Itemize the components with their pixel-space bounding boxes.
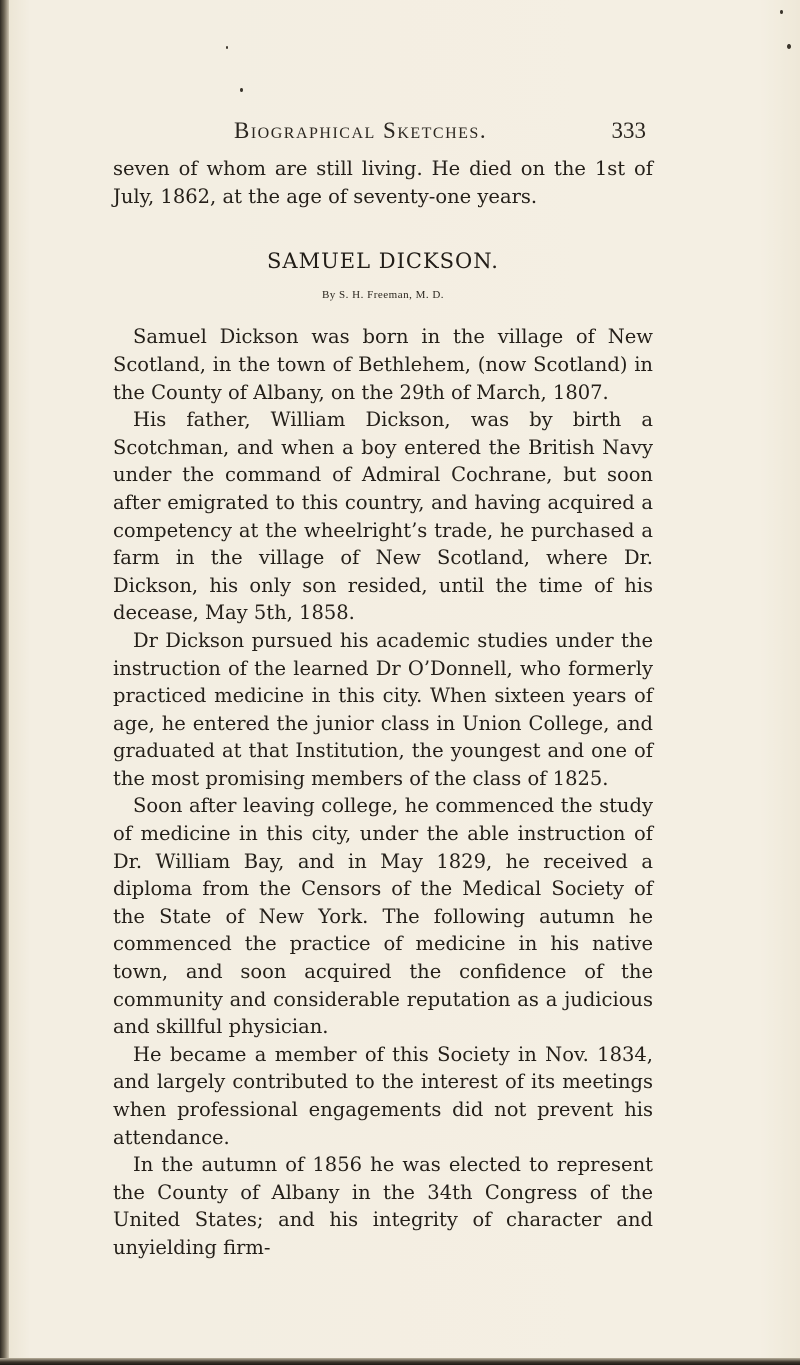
page-header [234, 118, 646, 150]
article-title: SAMUEL DICKSON. [267, 249, 499, 274]
ink-speck [787, 44, 791, 49]
paragraph-birth: Samuel Dickson was born in the village of New Scotland, in the town of Bethlehem, (now Scotland) in the County of Albany, on the 29th of March, 1807. [113, 325, 653, 404]
article-byline: By S. H. Freeman, M. D. [321, 288, 445, 301]
ink-speck [780, 10, 783, 14]
paragraph-father: His father, William Dickson, was by birth a Scotchman, and when a boy entered the British Navy under the command of Admiral Cochrane, but soon after emigrated to this country, and having acquired a competency at the wheelright’s trade, he purchased a farm in the village of New Scotland, where Dr. Dickson, his only son resided, until the time of his decease, May 5th, 1858. [113, 408, 653, 625]
paragraph-medical-study: Soon after leaving college, he commenced the study of medicine in this city, under the able instruction of Dr. William Bay, and in May 1829, he received a diploma from the Censors of the Medical Society of the State of New York. The following autumn he commenced the practice of medicine in his native town, and soon acquired the confidence of the community and considerable reputation as a judicious and skillful physician. [113, 794, 653, 1039]
binding-edge [0, 0, 9, 1365]
paragraph-education: Dr Dickson pursued his academic studies under the instruction of the learned Dr O’Donnell, who formerly practiced medicine in this city. When sixteen years of age, he entered the junior class in Union College, and graduated at that Institution, the youngest and one of the most promising members of the class of 1825. [113, 628, 653, 790]
paragraph-congress: In the autumn of 1856 he was elected to represent the County of Albany in the 34th Congress of the United States; and his integrity of character and unyielding firm- [113, 1153, 653, 1259]
bottom-edge [0, 1358, 800, 1365]
paragraph-society-membership: He became a member of this Society in Nov. 1834, and largely contributed to the interest of its meetings when professional engagements did not prevent his attendance. [113, 1042, 653, 1149]
continued-paragraph: seven of whom are still living. He died on the 1st of July, 1862, at the age of seventy-one years. [113, 157, 653, 208]
running-head: Biographical Sketches. [234, 118, 488, 143]
ink-speck [240, 88, 243, 92]
page-number: 333 [611, 118, 646, 143]
ink-speck [226, 46, 228, 49]
page-body [113, 155, 653, 1262]
